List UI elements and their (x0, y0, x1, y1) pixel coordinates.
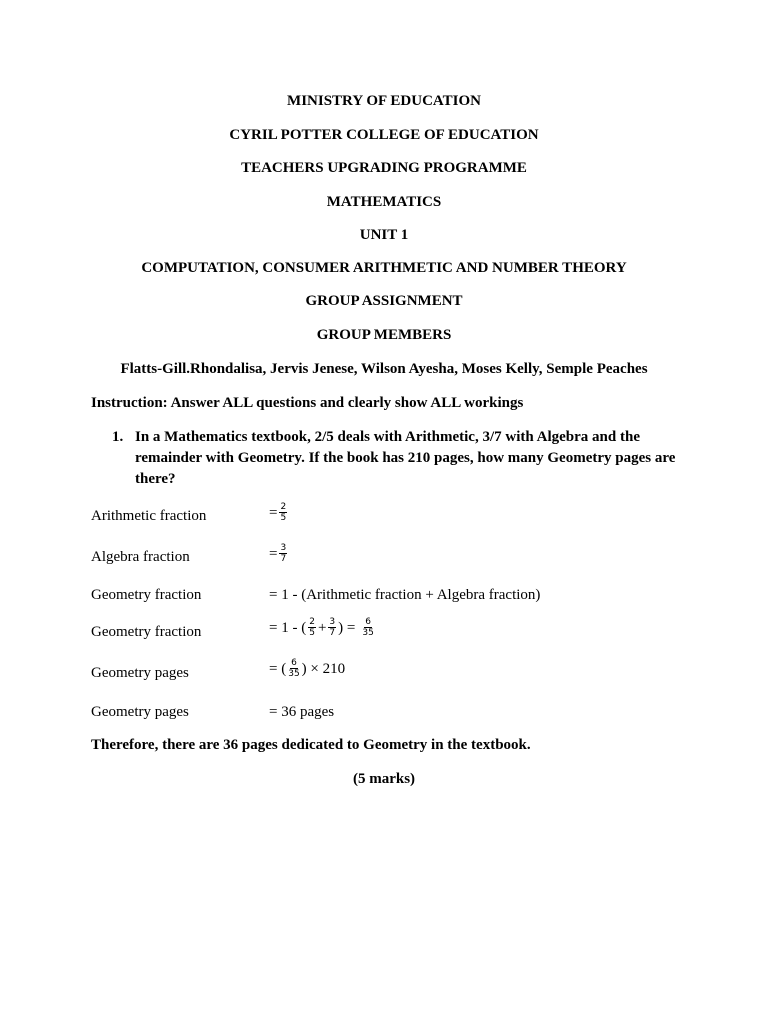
fraction-numerator: 3 (280, 543, 287, 553)
algebra-fraction-value (269, 543, 289, 564)
calculation-prefix: = ( (269, 660, 287, 677)
fraction-denominator: 5 (280, 513, 287, 523)
geometry-pages-result (269, 703, 334, 721)
fraction (287, 658, 300, 679)
question-text: In a Mathematics textbook, 2/5 deals with Arithmetic, 3/7 with Algebra and the remainder with Geometry. If the book has 210 pages, how many Geometry pages are there? (135, 429, 676, 487)
geometry-fraction-expression (269, 586, 540, 604)
unit-heading: UNIT 1 (359, 227, 409, 243)
geometry-pages-label: Geometry pages (91, 704, 189, 720)
geometry-pages-calculation (269, 658, 345, 679)
fraction (279, 543, 287, 564)
fraction-numerator: 6 (365, 617, 371, 627)
plus-sign: + (317, 619, 327, 636)
assignment-heading: GROUP ASSIGNMENT (305, 293, 463, 309)
subject-heading: MATHEMATICS (326, 194, 442, 210)
calculation-close: ) = (338, 619, 356, 636)
fraction-numerator: 6 (291, 658, 297, 668)
arithmetic-fraction-value (269, 502, 289, 523)
instruction-text: Instruction: Answer ALL questions and clearly show ALL workings (91, 395, 524, 411)
fraction (279, 502, 287, 523)
fraction-numerator: 3 (329, 617, 336, 627)
calculation-prefix: = 1 - ( (269, 619, 307, 636)
fraction-numerator: 2 (280, 502, 287, 512)
algebra-fraction-label: Algebra fraction (91, 549, 190, 565)
college-heading: CYRIL POTTER COLLEGE OF EDUCATION (229, 127, 539, 143)
group-members-heading: GROUP MEMBERS (316, 327, 452, 343)
equals-sign: = (269, 504, 278, 521)
question-number: 1. (112, 429, 124, 445)
unit-title-heading: COMPUTATION, CONSUMER ARITHMETIC AND NUMBER THEORY (141, 260, 627, 276)
conclusion-text: Therefore, there are 36 pages dedicated to Geometry in the textbook. (91, 737, 531, 753)
geometry-fraction-calculation (269, 617, 377, 638)
marks-label: (5 marks) (352, 771, 416, 787)
geometry-pages-answer: = 36 pages (269, 704, 335, 720)
ministry-heading: MINISTRY OF EDUCATION (287, 93, 481, 109)
fraction-numerator: 2 (309, 617, 315, 627)
fraction-denominator: 7 (280, 554, 287, 564)
programme-heading: TEACHERS UPGRADING PROGRAMME (241, 160, 527, 176)
equals-sign: = (269, 545, 278, 562)
fraction-denominator: 5 (309, 628, 315, 638)
arithmetic-fraction-label: Arithmetic fraction (91, 508, 207, 524)
fraction (328, 617, 336, 638)
geometry-fraction-formula: = 1 - (Arithmetic fraction + Algebra fraction) (269, 587, 541, 603)
fraction-denominator: 7 (329, 628, 336, 638)
fraction-denominator: 35 (288, 669, 300, 679)
fraction (308, 617, 316, 638)
geometry-fraction-label: Geometry fraction (91, 624, 202, 640)
geometry-fraction-label: Geometry fraction (91, 587, 202, 603)
geometry-pages-label: Geometry pages (91, 665, 189, 681)
group-members-list: Flatts-Gill.Rhondalisa, Jervis Jenese, Wilson Ayesha, Moses Kelly, Semple Peaches (120, 361, 648, 377)
fraction-denominator: 35 (362, 628, 374, 638)
calculation-suffix: ) × 210 (301, 660, 346, 677)
fraction (361, 617, 374, 638)
